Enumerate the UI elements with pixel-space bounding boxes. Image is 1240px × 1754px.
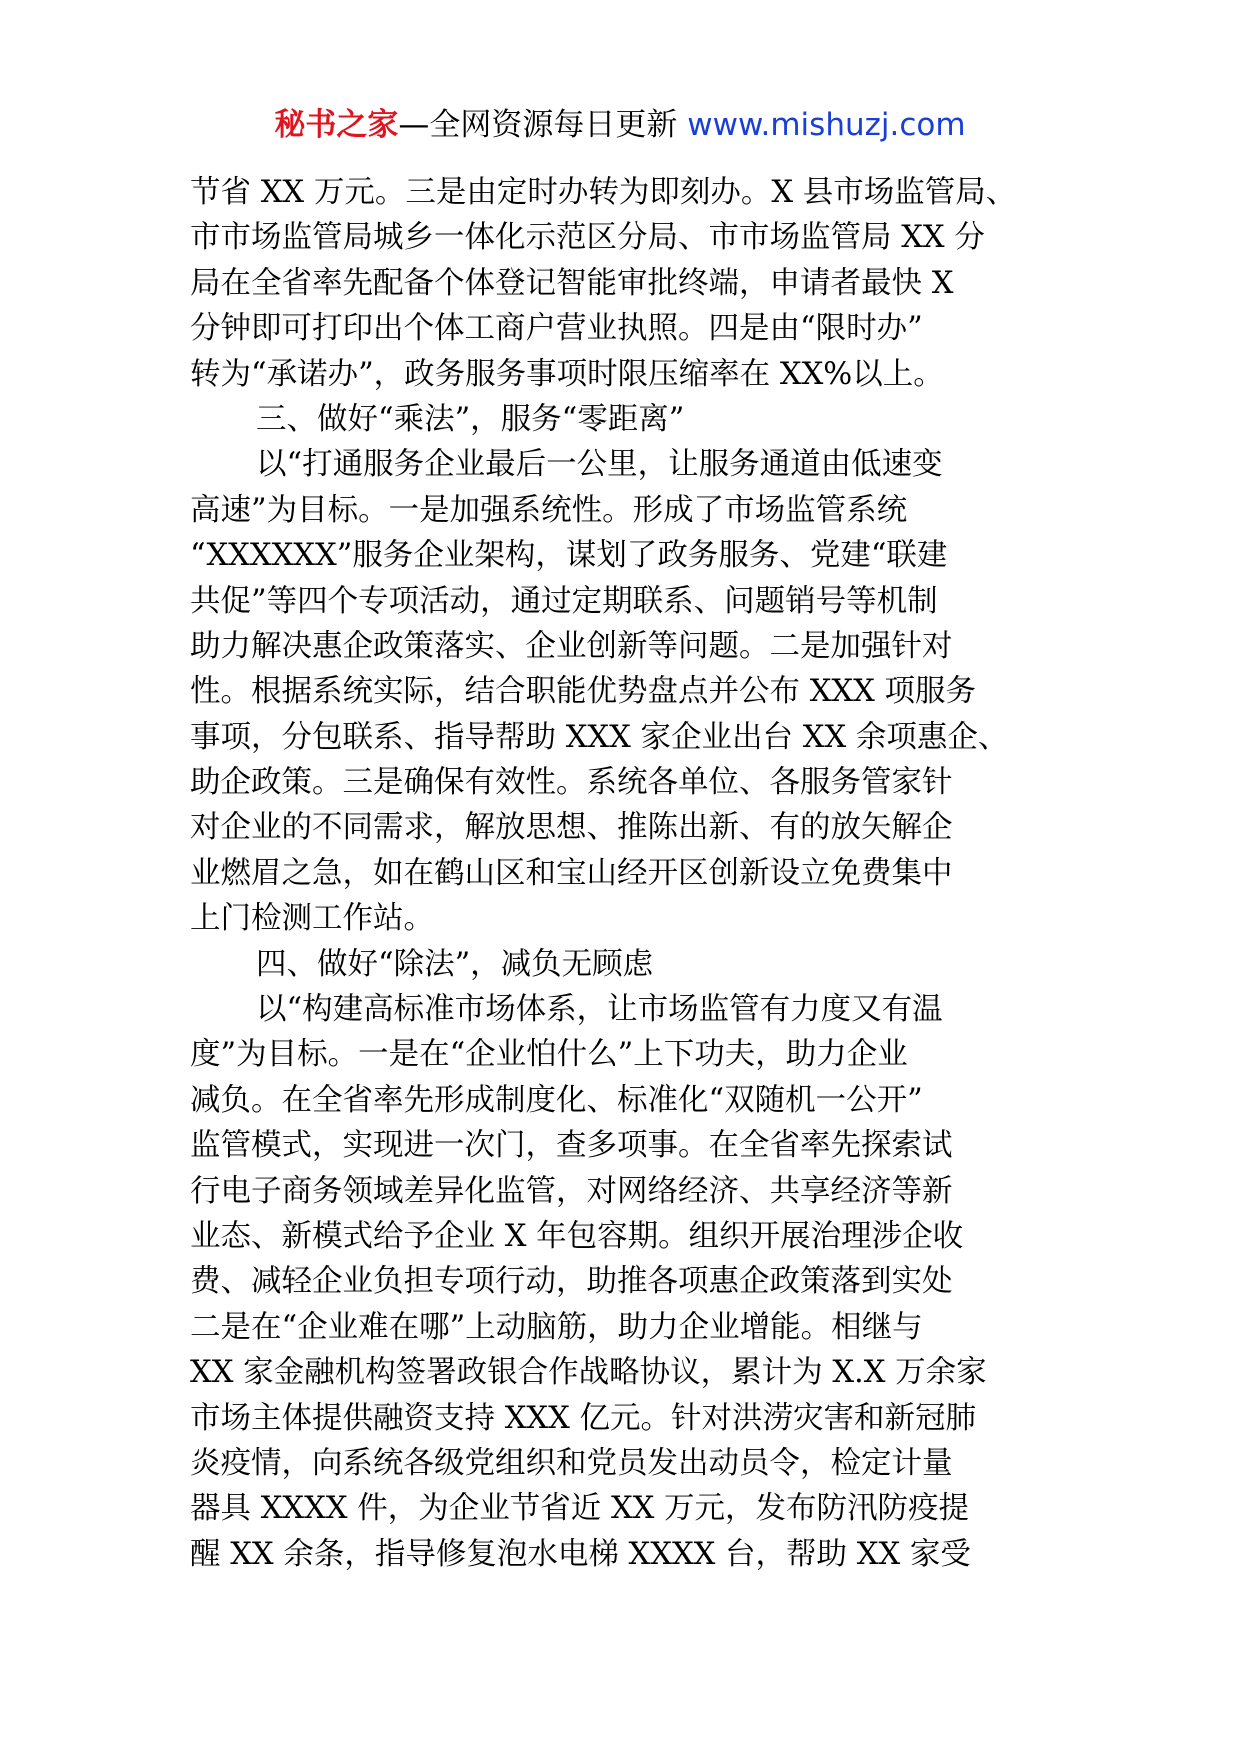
text-line: 二是在“企业难在哪”上动脑筋，助力企业增能。相继与 — [190, 1309, 923, 1345]
text-line: 以“构建高标准市场体系，让市场监管有力度又有温 — [256, 992, 943, 1028]
text-line: 事项，分包联系、指导帮助 XXX 家企业出台 XX 余项惠企、 — [190, 719, 1009, 755]
text-line: 监管模式，实现进一次门，查多项事。在全省率先探索试 — [190, 1128, 953, 1164]
text-line: 上门检测工作站。 — [190, 901, 434, 937]
text-line: 以“打通服务企业最后一公里，让服务通道由低速变 — [256, 447, 943, 483]
text-line: 炎疫情，向系统各级党组织和党员发出动员令，检定计量 — [190, 1445, 953, 1481]
text-line: “XXXXXX”服务企业架构，谋划了政务服务、党建“联建 — [190, 538, 948, 574]
text-line: 市场主体提供融资支持 XXX 亿元。针对洪涝灾害和新冠肺 — [190, 1400, 977, 1436]
text-line: 局在全省率先配备个体登记智能审批终端，申请者最快 X — [190, 265, 954, 301]
text-line: 对企业的不同需求，解放思想、推陈出新、有的放矢解企 — [190, 810, 953, 846]
text-line: 共促”等四个专项活动，通过定期联系、问题销号等机制 — [190, 583, 938, 619]
text-line: 分钟即可打印出个体工商户营业执照。四是由“限时办” — [190, 311, 923, 347]
text-line: 减负。在全省率先形成制度化、标准化“双随机一公开” — [190, 1082, 923, 1118]
text-line: 节省 XX 万元。三是由定时办转为即刻办。X 县市场监管局、 — [190, 175, 1017, 210]
text-line: 四、做好“除法”，减负无顾虑 — [256, 946, 654, 982]
text-line: 性。根据系统实际，结合职能优势盘点并公布 XXX 项服务 — [190, 674, 977, 710]
text-line: 助企政策。三是确保有效性。系统各单位、各服务管家针 — [190, 765, 953, 801]
text-line: 器具 XXXX 件，为企业节省近 XX 万元，发布防汛防疫提 — [190, 1491, 970, 1527]
text-line: 高速”为目标。一是加强系统性。形成了市场监管系统 — [190, 492, 908, 528]
text-line: 醒 XX 余条，指导修复泡水电梯 XXXX 台，帮助 XX 家受 — [190, 1536, 971, 1572]
document-body — [190, 170, 1060, 1577]
text-line: 业态、新模式给予企业 X 年包容期。组织开展治理涉企收 — [190, 1218, 964, 1254]
text-line: 助力解决惠企政策落实、企业创新等问题。二是加强针对 — [190, 628, 953, 664]
text-line: 三、做好“乘法”，服务“零距离” — [256, 401, 685, 437]
page-header — [0, 100, 1240, 150]
text-line: 业燃眉之急，如在鹤山区和宝山经开区创新设立免费集中 — [190, 855, 953, 891]
header-brand: 秘书之家 — [274, 107, 399, 143]
header-tagline: —全网资源每日更新 — [398, 107, 688, 143]
text-line: 行电子商务领域差异化监管，对网络经济、共享经济等新 — [190, 1173, 953, 1209]
text-line: XX 家金融机构签署政银合作战略协议，累计为 X.X 万余家 — [190, 1355, 987, 1391]
text-line: 转为“承诺办”，政务服务事项时限压缩率在 XX%以上。 — [190, 356, 944, 392]
text-line: 市市场监管局城乡一体化示范区分局、市市场监管局 XX 分 — [190, 220, 985, 256]
text-line: 费、减轻企业负担专项行动，助推各项惠企政策落到实处 — [190, 1264, 953, 1300]
header-site-link[interactable]: www.mishuzj.com — [687, 107, 966, 143]
text-line: 度”为目标。一是在“企业怕什么”上下功夫，助力企业 — [190, 1037, 908, 1073]
